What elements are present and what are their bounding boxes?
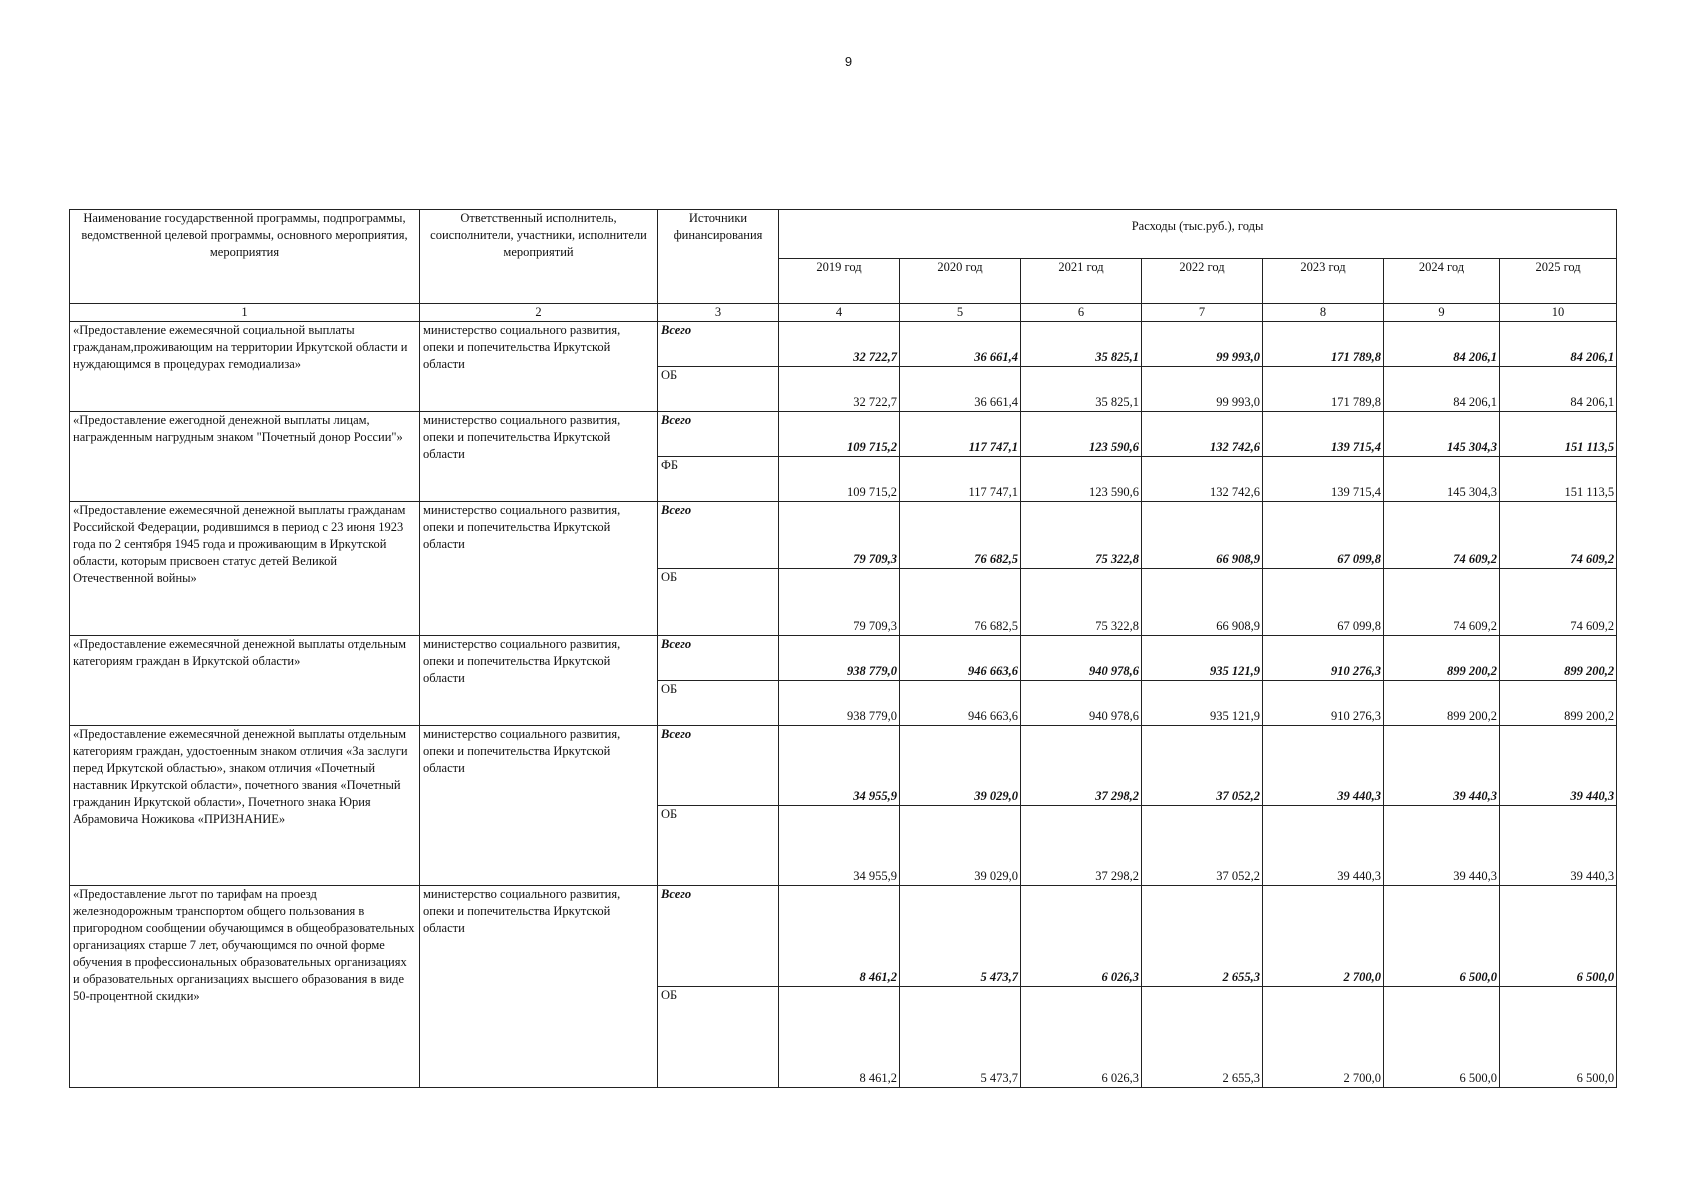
column-number: 10 <box>1500 304 1617 322</box>
executor-name: министерство социального развития, опеки и попечительства Иркутской области <box>420 726 658 886</box>
source-value: 935 121,9 <box>1142 681 1263 726</box>
column-number: 3 <box>658 304 779 322</box>
source-value: 74 609,2 <box>1384 569 1500 636</box>
page-number: 9 <box>844 54 853 69</box>
source-value: 75 322,8 <box>1021 569 1142 636</box>
total-value: 84 206,1 <box>1384 322 1500 367</box>
total-value: 74 609,2 <box>1500 502 1617 569</box>
source-value: 8 461,2 <box>779 987 900 1088</box>
source-value: 37 298,2 <box>1021 806 1142 886</box>
source-value: 117 747,1 <box>900 457 1021 502</box>
source-value: 6 500,0 <box>1500 987 1617 1088</box>
source-value: 84 206,1 <box>1500 367 1617 412</box>
total-value: 899 200,2 <box>1384 636 1500 681</box>
total-value: 74 609,2 <box>1384 502 1500 569</box>
header-year: 2023 год <box>1263 259 1384 304</box>
header-year: 2025 год <box>1500 259 1617 304</box>
total-value: 39 440,3 <box>1263 726 1384 806</box>
total-value: 32 722,7 <box>779 322 900 367</box>
column-number: 9 <box>1384 304 1500 322</box>
executor-name: министерство социального развития, опеки и попечительства Иркутской области <box>420 886 658 1088</box>
total-value: 910 276,3 <box>1263 636 1384 681</box>
total-value: 67 099,8 <box>1263 502 1384 569</box>
source-value: 35 825,1 <box>1021 367 1142 412</box>
total-value: 76 682,5 <box>900 502 1021 569</box>
total-value: 132 742,6 <box>1142 412 1263 457</box>
column-number: 8 <box>1263 304 1384 322</box>
measure-name: «Предоставление ежемесячной денежной выплаты отдельным категориям граждан в Иркутской области» <box>70 636 420 726</box>
source-value: 139 715,4 <box>1263 457 1384 502</box>
source-value: 67 099,8 <box>1263 569 1384 636</box>
source-label: ОБ <box>658 987 779 1088</box>
table-row <box>70 726 1617 806</box>
executor-name: министерство социального развития, опеки и попечительства Иркутской области <box>420 636 658 726</box>
header-executor: Ответственный исполнитель, соисполнители, участники, исполнители мероприятий <box>420 210 658 304</box>
source-value: 151 113,5 <box>1500 457 1617 502</box>
source-value: 940 978,6 <box>1021 681 1142 726</box>
table-row <box>70 636 1617 681</box>
table-row <box>70 322 1617 367</box>
measure-name: «Предоставление ежемесячной социальной выплаты гражданам,проживающим на территории Иркутской области и нуждающимся в процедурах гемодиализа» <box>70 322 420 412</box>
source-total-label: Всего <box>658 886 779 987</box>
total-value: 39 440,3 <box>1384 726 1500 806</box>
source-value: 39 440,3 <box>1500 806 1617 886</box>
source-value: 6 500,0 <box>1384 987 1500 1088</box>
source-total-label: Всего <box>658 412 779 457</box>
total-value: 145 304,3 <box>1384 412 1500 457</box>
total-value: 940 978,6 <box>1021 636 1142 681</box>
source-value: 132 742,6 <box>1142 457 1263 502</box>
header-year: 2020 год <box>900 259 1021 304</box>
header-name: Наименование государственной программы, подпрограммы, ведомственной целевой программы, основного мероприятия, мероприятия <box>70 210 420 304</box>
source-value: 2 655,3 <box>1142 987 1263 1088</box>
total-value: 171 789,8 <box>1263 322 1384 367</box>
source-value: 910 276,3 <box>1263 681 1384 726</box>
source-value: 2 700,0 <box>1263 987 1384 1088</box>
source-value: 66 908,9 <box>1142 569 1263 636</box>
column-number: 6 <box>1021 304 1142 322</box>
total-value: 79 709,3 <box>779 502 900 569</box>
source-value: 37 052,2 <box>1142 806 1263 886</box>
total-value: 2 655,3 <box>1142 886 1263 987</box>
table-row <box>70 412 1617 457</box>
total-value: 37 298,2 <box>1021 726 1142 806</box>
source-total-label: Всего <box>658 636 779 681</box>
total-value: 66 908,9 <box>1142 502 1263 569</box>
source-value: 946 663,6 <box>900 681 1021 726</box>
total-value: 899 200,2 <box>1500 636 1617 681</box>
source-value: 74 609,2 <box>1500 569 1617 636</box>
source-value: 36 661,4 <box>900 367 1021 412</box>
table-row <box>70 886 1617 987</box>
source-value: 899 200,2 <box>1500 681 1617 726</box>
total-value: 34 955,9 <box>779 726 900 806</box>
source-value: 32 722,7 <box>779 367 900 412</box>
header-year: 2021 год <box>1021 259 1142 304</box>
total-value: 99 993,0 <box>1142 322 1263 367</box>
header-source: Источники финансирования <box>658 210 779 304</box>
total-value: 37 052,2 <box>1142 726 1263 806</box>
measure-name: «Предоставление льгот по тарифам на проезд железнодорожным транспортом общего пользования в пригородном сообщении обучающимся в общеобразовательных организациях старше 7 лет, обучающимся по очной форме обучения в профессиональных образовательных организациях и образовательных организациях высшего образования в виде 50-процентной скидки» <box>70 886 420 1088</box>
total-value: 109 715,2 <box>779 412 900 457</box>
measure-name: «Предоставление ежемесячной денежной выплаты гражданам Российской Федерации, родившимся в период с 23 июня 1923 года по 2 сентября 1945 года и проживающим в Иркутской области, которым присвоен статус детей Великой Отечественной войны» <box>70 502 420 636</box>
total-value: 39 029,0 <box>900 726 1021 806</box>
total-value: 6 026,3 <box>1021 886 1142 987</box>
source-label: ОБ <box>658 569 779 636</box>
total-value: 84 206,1 <box>1500 322 1617 367</box>
source-value: 39 440,3 <box>1384 806 1500 886</box>
source-value: 79 709,3 <box>779 569 900 636</box>
total-value: 36 661,4 <box>900 322 1021 367</box>
total-value: 6 500,0 <box>1384 886 1500 987</box>
source-value: 938 779,0 <box>779 681 900 726</box>
table-row <box>70 502 1617 569</box>
total-value: 6 500,0 <box>1500 886 1617 987</box>
source-value: 899 200,2 <box>1384 681 1500 726</box>
source-value: 39 440,3 <box>1263 806 1384 886</box>
header-year: 2022 год <box>1142 259 1263 304</box>
source-value: 171 789,8 <box>1263 367 1384 412</box>
source-total-label: Всего <box>658 322 779 367</box>
column-number: 4 <box>779 304 900 322</box>
total-value: 8 461,2 <box>779 886 900 987</box>
total-value: 935 121,9 <box>1142 636 1263 681</box>
total-value: 35 825,1 <box>1021 322 1142 367</box>
total-value: 139 715,4 <box>1263 412 1384 457</box>
total-value: 2 700,0 <box>1263 886 1384 987</box>
source-total-label: Всего <box>658 726 779 806</box>
source-value: 123 590,6 <box>1021 457 1142 502</box>
measure-name: «Предоставление ежегодной денежной выплаты лицам, награжденным нагрудным знаком "Почетный донор России"» <box>70 412 420 502</box>
column-number: 2 <box>420 304 658 322</box>
column-number: 7 <box>1142 304 1263 322</box>
source-value: 6 026,3 <box>1021 987 1142 1088</box>
source-value: 145 304,3 <box>1384 457 1500 502</box>
total-value: 123 590,6 <box>1021 412 1142 457</box>
header-expenses: Расходы (тыс.руб.), годы <box>779 210 1617 259</box>
source-value: 99 993,0 <box>1142 367 1263 412</box>
header-year: 2019 год <box>779 259 900 304</box>
executor-name: министерство социального развития, опеки и попечительства Иркутской области <box>420 502 658 636</box>
source-value: 5 473,7 <box>900 987 1021 1088</box>
header-year: 2024 год <box>1384 259 1500 304</box>
total-value: 75 322,8 <box>1021 502 1142 569</box>
source-value: 84 206,1 <box>1384 367 1500 412</box>
total-value: 938 779,0 <box>779 636 900 681</box>
column-number: 5 <box>900 304 1021 322</box>
executor-name: министерство социального развития, опеки и попечительства Иркутской области <box>420 322 658 412</box>
budget-table <box>69 209 1617 1088</box>
source-value: 34 955,9 <box>779 806 900 886</box>
source-value: 39 029,0 <box>900 806 1021 886</box>
source-value: 76 682,5 <box>900 569 1021 636</box>
source-total-label: Всего <box>658 502 779 569</box>
source-label: ОБ <box>658 806 779 886</box>
total-value: 151 113,5 <box>1500 412 1617 457</box>
column-number: 1 <box>70 304 420 322</box>
measure-name: «Предоставление ежемесячной денежной выплаты отдельным категориям граждан, удостоенным знаком отличия «За заслуги перед Иркутской областью», знаком отличия «Почетный наставник Иркутской области», почетного звания «Почетный гражданин Иркутской области», Почетного знака Юрия Абрамовича Ножикова «ПРИЗНАНИЕ» <box>70 726 420 886</box>
total-value: 946 663,6 <box>900 636 1021 681</box>
source-value: 109 715,2 <box>779 457 900 502</box>
total-value: 39 440,3 <box>1500 726 1617 806</box>
executor-name: министерство социального развития, опеки и попечительства Иркутской области <box>420 412 658 502</box>
source-label: ФБ <box>658 457 779 502</box>
total-value: 5 473,7 <box>900 886 1021 987</box>
source-label: ОБ <box>658 681 779 726</box>
source-label: ОБ <box>658 367 779 412</box>
total-value: 117 747,1 <box>900 412 1021 457</box>
